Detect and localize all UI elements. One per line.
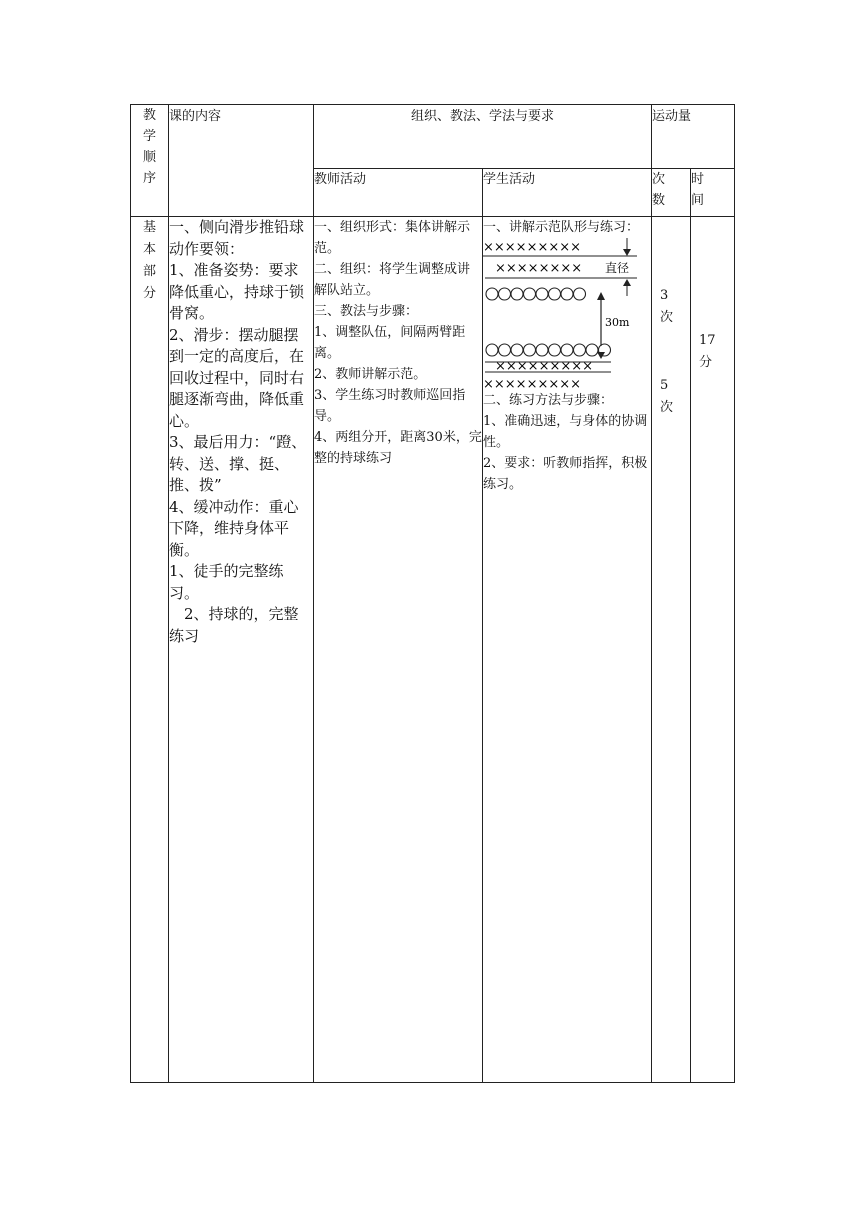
student-circle [524, 288, 536, 300]
student-line: 1、准确迅速，与身体的协调性。 [483, 414, 648, 450]
content-line: 3、最后用力：“蹬、转、送、撑、挺、推、拨” [169, 433, 307, 494]
header-teacher-activity: 教师活动 [314, 169, 483, 217]
header-seq-char: 学 [142, 129, 156, 144]
content-line: 4、缓冲动作：重心下降，维持身体平衡。 [169, 497, 299, 559]
circle-row-top [486, 288, 586, 300]
formation-row-second: ×××××××× [495, 261, 583, 276]
count-unit: 次 [660, 400, 674, 415]
header-time-char: 时 [691, 172, 705, 187]
seq-char: 分 [142, 286, 156, 301]
header-exercise-load: 运动量 [652, 105, 735, 169]
teacher-line: 一、组织形式：集体讲解示范。 [314, 220, 471, 256]
teacher-line: 二、组织：将学生调整成讲解队站立。 [314, 262, 471, 298]
student-circle [511, 344, 523, 356]
header-organization: 组织、教法、学法与要求 [314, 105, 652, 169]
teacher-line: 2、教师讲解示范。 [314, 367, 427, 382]
student-circle [511, 288, 523, 300]
student-circle [486, 288, 498, 300]
cell-count [652, 217, 691, 1083]
student-line: 2、要求：听教师指挥，积极练习。 [483, 456, 648, 492]
cell-basic-part [131, 217, 169, 1083]
student-circle [536, 288, 548, 300]
cell-teacher-activity [314, 217, 483, 1083]
seq-char: 本 [142, 242, 156, 257]
student-circle [486, 344, 498, 356]
content-line: 1、准备姿势：要求降低重心，持球于锁骨窝。 [169, 261, 305, 322]
time-group [691, 217, 734, 374]
header-seq-char: 序 [142, 171, 156, 186]
formation-diagram [481, 238, 641, 390]
content-line: 动作要领： [169, 239, 245, 258]
student-circle [499, 288, 511, 300]
time-unit: 分 [699, 355, 713, 370]
formation-row-bottom: ××××××××× [483, 377, 582, 390]
seq-char: 基 [142, 220, 156, 235]
diameter-label: 直径 [605, 261, 630, 275]
arrow-down-head-icon [623, 249, 631, 256]
student-circle [549, 344, 561, 356]
circle-row-bottom [486, 344, 611, 356]
time-value: 17 [699, 333, 716, 348]
student-circle [536, 344, 548, 356]
arrow-up-head-icon [623, 279, 631, 286]
student-intro: 一、讲解示范队形与练习： [483, 220, 640, 235]
student-circle [524, 344, 536, 356]
count-group-second [652, 329, 690, 419]
student-circle [561, 288, 573, 300]
formation-row-third: ××××××××× [495, 359, 594, 374]
count-group-first [652, 217, 690, 329]
student-circle [574, 288, 586, 300]
seq-char: 部 [142, 264, 156, 279]
lesson-plan-table [130, 104, 735, 1083]
student-circle [561, 344, 573, 356]
header-seq-char: 教 [142, 108, 156, 123]
cell-student-activity [483, 217, 652, 1083]
student-line: 二、练习方法与步骤： [483, 393, 614, 408]
cell-lesson-content [169, 217, 314, 1083]
header-count [652, 169, 691, 217]
header-teaching-order [131, 105, 169, 217]
teacher-line: 三、教法与步骤： [314, 304, 419, 319]
header-time [691, 169, 735, 217]
content-line: 1、徒手的完整练习。 [169, 562, 284, 602]
count-unit: 次 [660, 310, 674, 325]
header-seq-char: 顺 [142, 150, 156, 165]
formation-row-top: ××××××××× [483, 240, 582, 255]
teacher-line: 4、两组分开，距离30米，完整的持球练习 [314, 430, 482, 466]
student-circle [586, 344, 598, 356]
cell-time [691, 217, 735, 1083]
formation-diagram-svg [481, 238, 641, 390]
header-lesson-content: 课的内容 [169, 105, 314, 217]
teacher-line: 3、学生练习时教师巡回指导。 [314, 388, 466, 424]
student-circle [574, 344, 586, 356]
header-time-char: 间 [691, 193, 705, 208]
count-value: 5 [660, 378, 669, 393]
teacher-line: 1、调整队伍，间隔两臂距离。 [314, 325, 466, 361]
header-count-char: 数 [652, 193, 666, 208]
count-value: 3 [660, 288, 669, 303]
header-student-activity: 学生活动 [483, 169, 652, 217]
student-circle [549, 288, 561, 300]
header-count-char: 次 [652, 172, 666, 187]
distance-arrow-head-icon [597, 292, 605, 300]
student-circle [499, 344, 511, 356]
distance-label: 30m [605, 316, 630, 329]
content-line: 2、持球的，完整练习 [169, 605, 299, 645]
content-line: 一、侧向滑步推铅球 [169, 218, 305, 236]
content-line: 2、滑步：摆动腿摆到一定的高度后，在回收过程中，同时右腿逐渐弯曲，降低重心。 [169, 325, 305, 430]
